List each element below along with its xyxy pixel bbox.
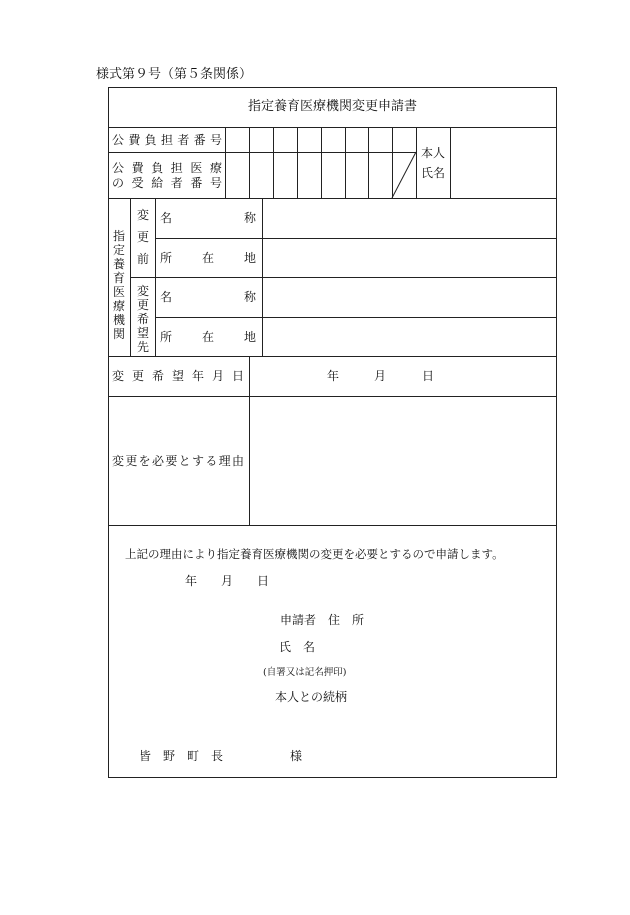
honorific: 様 xyxy=(290,749,303,763)
declaration-date-day: 日 xyxy=(257,574,270,588)
before-name-label-a: 名 xyxy=(160,211,173,225)
institution-group-label: 指定養育医療機関 xyxy=(112,229,125,341)
declaration-date-year: 年 xyxy=(185,574,198,588)
change-date-year: 年 xyxy=(327,369,340,383)
applicant-name-label: 氏 名 xyxy=(279,640,316,654)
kohi-futansha-label: 公費負担者番号 xyxy=(112,133,222,147)
change-date-label: 変更希望年月日 xyxy=(112,369,244,383)
relationship-label: 本人との続柄 xyxy=(275,690,348,704)
after-address-label-c: 地 xyxy=(244,330,257,344)
signature-note: (自署又は記名押印) xyxy=(263,667,347,678)
before-address-label-c: 地 xyxy=(244,251,257,265)
before-label: 変更前 xyxy=(136,208,149,266)
after-address-label-a: 所 xyxy=(160,330,173,344)
after-name-label-a: 名 xyxy=(160,290,173,304)
after-name-label-b: 称 xyxy=(244,290,257,304)
page-title: 指定養育医療機関変更申請書 xyxy=(247,99,417,114)
reason-label: 変更を必要とする理由 xyxy=(112,454,244,468)
declaration-statement: 上記の理由により指定養育医療機関の変更を必要とするので申請します。 xyxy=(125,547,504,561)
change-date-month: 月 xyxy=(374,369,387,383)
declaration-date-month: 月 xyxy=(221,574,234,588)
honnin-label-line2: 氏名 xyxy=(420,166,445,180)
before-name-label-b: 称 xyxy=(244,211,257,225)
form-number: 様式第９号（第５条関係） xyxy=(96,67,253,82)
after-label: 変更希望先 xyxy=(136,284,149,354)
applicant-address-label: 申請者 住 所 xyxy=(280,613,365,627)
jukyusha-label-line1: 公費負担医療 xyxy=(112,161,222,175)
before-address-label-a: 所 xyxy=(160,251,173,265)
before-address-label-b: 在 xyxy=(202,251,215,265)
change-date-day: 日 xyxy=(422,369,435,383)
after-address-label-b: 在 xyxy=(202,330,215,344)
addressee: 皆 野 町 長 xyxy=(139,749,224,763)
jukyusha-label-line2: の受給者番号 xyxy=(112,176,222,190)
honnin-label-line1: 本人 xyxy=(420,146,445,160)
